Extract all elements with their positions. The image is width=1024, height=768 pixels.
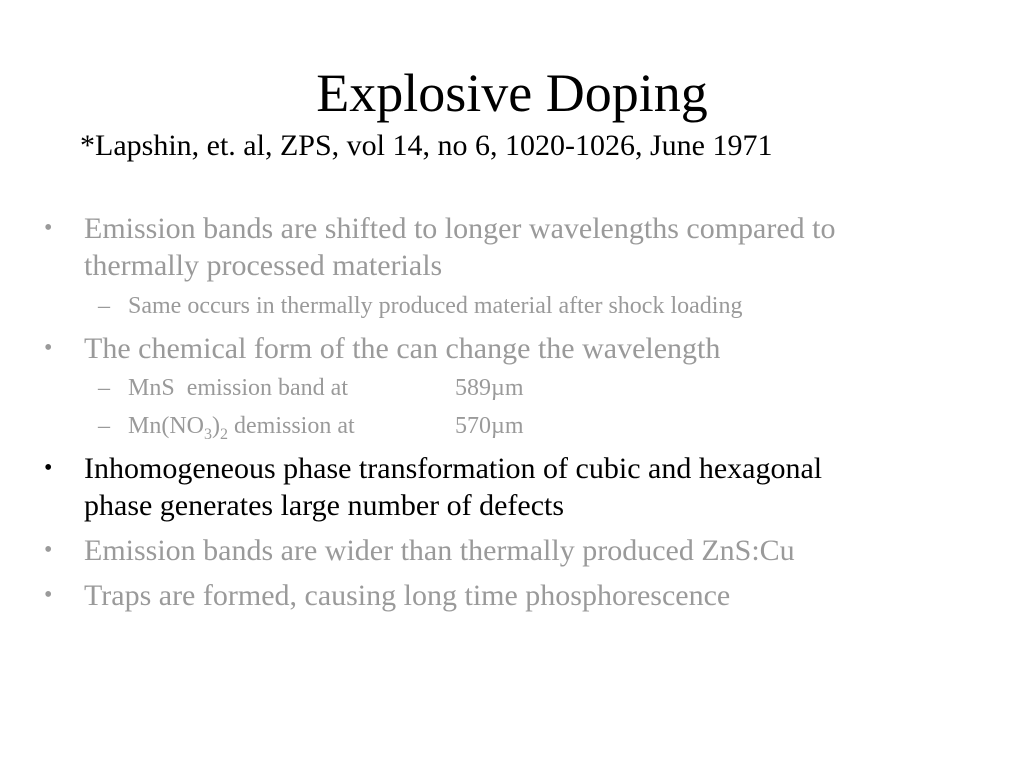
sub-bullet-value: 570µm bbox=[455, 413, 524, 439]
formula-subscript: 3 bbox=[204, 426, 212, 443]
bullet-item-4 bbox=[44, 532, 984, 569]
formula-subscript: 2 bbox=[220, 426, 228, 443]
bullet-text-line: Emission bands are shifted to longer wavelengths compared to bbox=[84, 212, 836, 245]
sub-bullet-item-2-1 bbox=[98, 373, 988, 403]
sub-bullet-item-2-2 bbox=[98, 411, 988, 443]
bullet-icon: • bbox=[44, 455, 53, 481]
bullet-icon: • bbox=[44, 582, 53, 608]
slide-title: Explosive Doping bbox=[316, 63, 708, 123]
bullet-icon: • bbox=[44, 335, 53, 361]
formula-part: ) bbox=[212, 413, 220, 439]
bullet-text: Emission bands are wider than thermally produced ZnS:Cu bbox=[84, 534, 795, 567]
sub-bullet-value: 589µm bbox=[455, 375, 524, 401]
sub-bullet-label: MnS emission band at bbox=[128, 375, 348, 401]
bullet-text-line: thermally processed materials bbox=[84, 249, 443, 282]
bullet-item-5 bbox=[44, 577, 984, 614]
bullet-item-3 bbox=[44, 450, 984, 524]
sub-bullet-item-1-1 bbox=[98, 291, 988, 321]
bullet-icon: • bbox=[44, 537, 53, 563]
bullet-text-line: Inhomogeneous phase transformation of cubic and hexagonal bbox=[84, 452, 823, 485]
bullet-text: Traps are formed, causing long time phosphorescence bbox=[84, 579, 731, 612]
bullet-icon: • bbox=[44, 215, 53, 241]
bullet-item-2 bbox=[44, 330, 984, 367]
dash-icon: – bbox=[98, 293, 110, 319]
formula-part: Mn(NO bbox=[128, 413, 204, 439]
bullet-item-1 bbox=[44, 210, 984, 284]
bullet-text-line: phase generates large number of defects bbox=[84, 489, 565, 522]
slide-subtitle: *Lapshin, et. al, ZPS, vol 14, no 6, 1020-1026, June 1971 bbox=[80, 129, 773, 162]
dash-icon: – bbox=[98, 375, 110, 401]
bullet-text: The chemical form of the can change the wavelength bbox=[84, 332, 721, 365]
formula-part: demission at bbox=[228, 413, 355, 439]
sub-bullet-text: Same occurs in thermally produced material after shock loading bbox=[128, 293, 743, 319]
sub-bullet-label bbox=[128, 413, 355, 443]
dash-icon: – bbox=[98, 413, 110, 439]
